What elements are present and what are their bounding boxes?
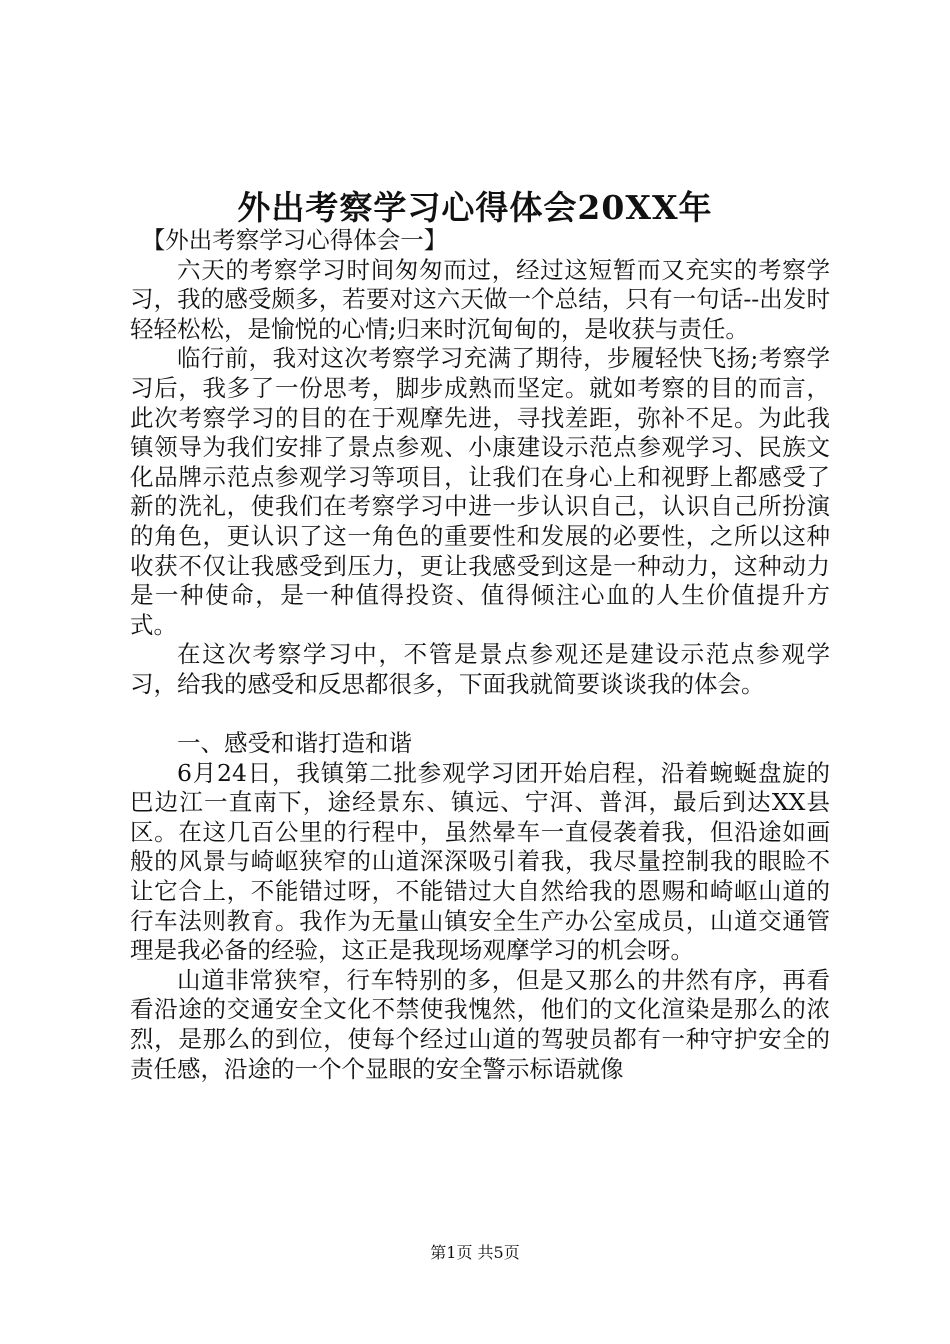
paragraph-2: 临行前，我对这次考察学习充满了期待，步履轻快飞扬;考察学习后，我多了一份思考，脚步成熟而坚定。就如考察的目的而言，此次考察学习的目的在于观摩先进，寻找差距，弥补不足。为此我镇领导为我们安排了景点参观、小康建设示范点参观学习、民族文化品牌示范点参观学习等项目，让我们在身心上和视野上都感受了新的洗礼，使我们在考察学习中进一步认识自己，认识自己所扮演的角色，更认识了这一角色的重要性和发展的必要性，之所以这种收获不仅让我感受到压力，更让我感受到这是一种动力，这种动力是一种使命，是一种值得投资、值得倾注心血的人生价值提升方式。 <box>130 344 830 639</box>
section-paragraph-2: 山道非常狭窄，行车特别的多，但是又那么的井然有序，再看看沿途的交通安全文化不禁使我愧然，他们的文化渲染是那么的浓烈，是那么的到位，使每个经过山道的驾驶员都有一种守护安全的责任感，沿途的一个个显眼的安全警示标语就像 <box>130 965 830 1083</box>
section-paragraph-1: 6月24日，我镇第二批参观学习团开始启程，沿着蜿蜒盘旋的巴边江一直南下，途经景东、镇远、宁洱、普洱，最后到达XX县区。在这几百公里的行程中，虽然晕车一直侵袭着我，但沿途如画般的风景与崎岖狭窄的山道深深吸引着我，我尽量控制我的眼睑不让它合上，不能错过呀，不能错过大自然给我的恩赐和崎岖山道的行车法则教育。我作为无量山镇安全生产办公室成员，山道交通管理是我必备的经验，这正是我现场观摩学习的机会呀。 <box>130 758 830 965</box>
section-heading: 一、感受和谐打造和谐 <box>177 729 412 758</box>
blank-line <box>130 700 830 730</box>
paragraph-3: 在这次考察学习中，不管是景点参观还是建设示范点参观学习，给我的感受和反思都很多，下面我就简要谈谈我的体会。 <box>130 640 830 698</box>
paragraph-1: 六天的考察学习时间匆匆而过，经过这短暂而又充实的考察学习，我的感受颇多，若要对这六天做一个总结，只有一句话--出发时轻轻松松，是愉悦的心情;归来时沉甸甸的，是收获与责任。 <box>130 255 830 343</box>
document-subtitle: 【外出考察学习心得体会一】 <box>141 226 448 254</box>
page-footer: 第1页 共5页 <box>430 1243 520 1262</box>
document-title: 外出考察学习心得体会20XX年 <box>237 188 713 227</box>
document-body <box>130 226 830 1084</box>
